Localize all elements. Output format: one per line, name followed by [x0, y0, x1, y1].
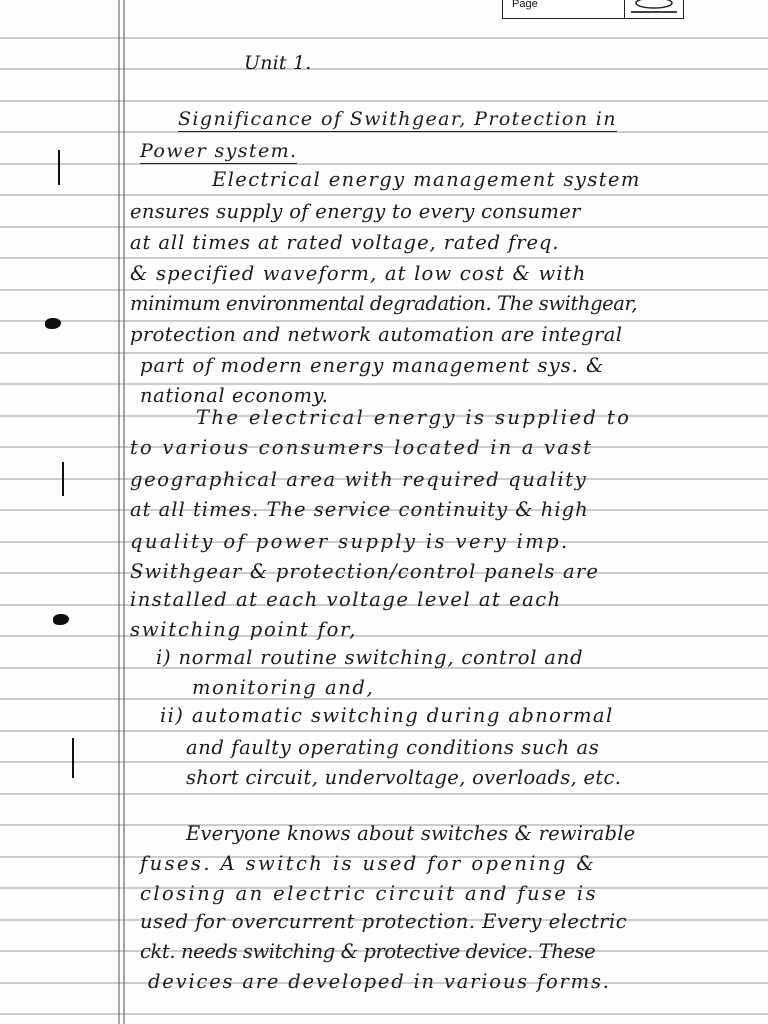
text-line: protection and network automation are integral	[130, 323, 623, 346]
text-line: ckt. needs switching & protective device. These	[140, 940, 596, 963]
text-line: at all times. The service continuity & high	[130, 498, 589, 521]
list-item: short circuit, undervoltage, overloads, etc.	[186, 766, 622, 789]
unit-title: Unit 1.	[244, 52, 312, 74]
list-item: i) normal routine switching, control and	[156, 646, 584, 669]
margin-mark	[62, 462, 64, 496]
text-line: national economy.	[140, 384, 329, 407]
text-line: part of modern energy management sys. &	[140, 354, 605, 377]
text-line: Electrical energy management system	[212, 168, 641, 191]
section-heading: Power system.	[140, 140, 298, 162]
list-item: and faulty operating conditions such as	[186, 736, 600, 759]
text-line: used for overcurrent protection. Every electric	[140, 910, 628, 933]
text-line: The electrical energy is supplied to	[196, 406, 632, 429]
margin-mark	[58, 150, 60, 185]
text-line: to various consumers located in a vast	[130, 436, 594, 459]
text-line: geographical area with required quality	[130, 468, 588, 491]
text-line: fuses. A switch is used for opening &	[140, 852, 597, 875]
list-item: ii) automatic switching during abnormal	[160, 704, 614, 727]
text-line: Swithgear & protection/control panels are	[130, 560, 600, 583]
brand-logo	[624, 0, 684, 18]
text-line: installed at each voltage level at each	[130, 588, 562, 611]
text-line: minimum environmental degradation. The swithgear,	[130, 292, 638, 315]
section-heading: Significance of Swithgear, Protection in	[178, 108, 617, 130]
text-line: & specified waveform, at low cost & with	[130, 262, 587, 285]
text-line: ensures supply of energy to every consumer	[130, 200, 581, 223]
page-number-box	[502, 0, 684, 19]
margin-mark	[72, 738, 74, 778]
text-line: Everyone knows about switches & rewirable	[186, 822, 636, 845]
text-line: at all times at rated voltage, rated freq.	[130, 231, 560, 254]
text-line: quality of power supply is very imp.	[130, 530, 570, 553]
page-label: Page	[512, 0, 538, 10]
text-line: devices are developed in various forms.	[148, 970, 611, 993]
list-item: monitoring and,	[192, 676, 375, 699]
text-line: switching point for,	[130, 618, 358, 641]
text-line: closing an electric circuit and fuse is	[140, 882, 598, 905]
